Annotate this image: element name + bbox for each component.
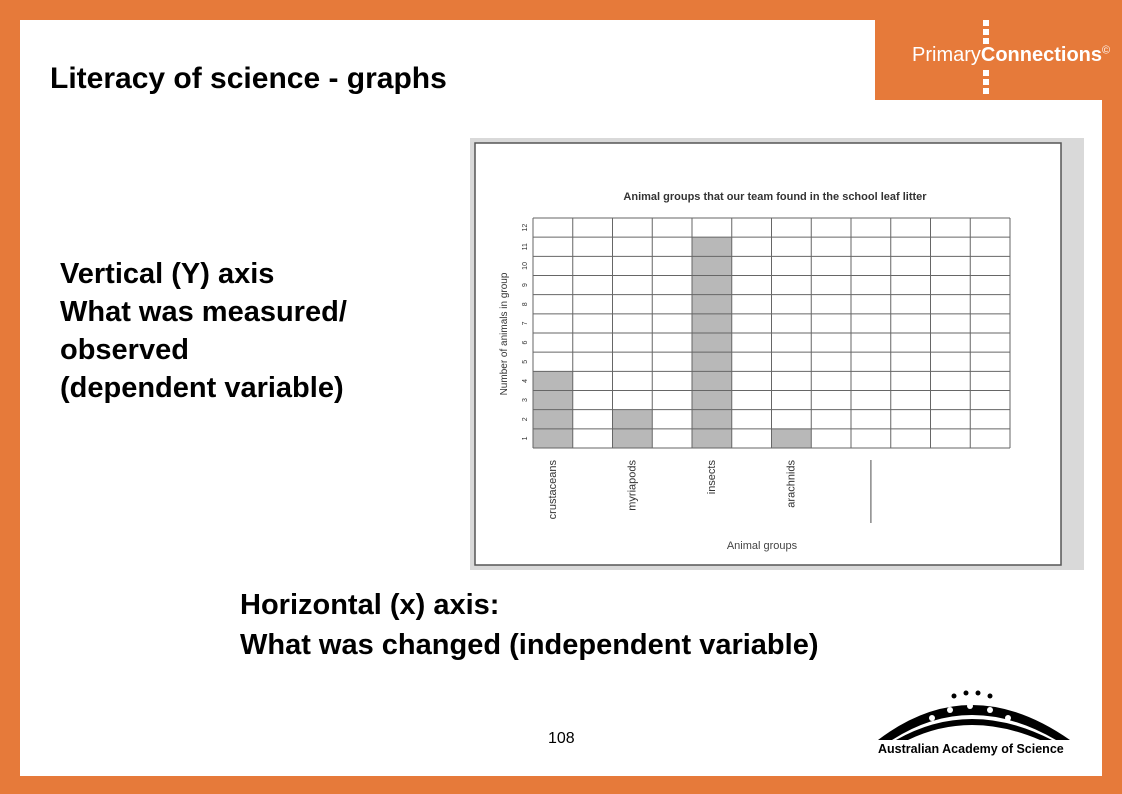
page-number: 108 [548, 730, 575, 747]
y-tick-label: 4 [521, 378, 529, 383]
y-tick-label: 7 [521, 321, 529, 326]
chart-title: Animal groups that our team found in the school leaf litter [623, 191, 927, 203]
y-tick-label: 6 [521, 340, 529, 345]
x-tick-label-myriapods: myriapods [626, 460, 639, 511]
chart-x-axis-label: Animal groups [726, 540, 798, 552]
x-axis-line-1: Horizontal (x) axis: [240, 589, 500, 621]
academy-name: Australian Academy of Science [878, 742, 1064, 756]
x-tick-label-crustaceans: crustaceans [546, 460, 559, 520]
y-tick-label: 2 [521, 417, 529, 422]
slide-title: Literacy of science - graphs [50, 62, 447, 95]
y-axis-explanation [60, 255, 347, 407]
y-tick-label: 1 [521, 436, 529, 441]
primary-connections-logo [908, 20, 1118, 100]
chart-frame [470, 138, 1084, 570]
y-tick-label: 12 [521, 223, 529, 232]
chart-y-axis-label: Number of animals in group [499, 272, 510, 396]
y-axis-line-1: Vertical (Y) axis [60, 258, 275, 290]
bar-insects [692, 237, 732, 448]
y-tick-label: 8 [521, 302, 529, 307]
y-axis-line-2: What was measured/ [60, 296, 347, 328]
x-axis-line-2: What was changed (independent variable) [240, 629, 819, 661]
y-axis-line-4: (dependent variable) [60, 372, 344, 404]
x-tick-label-arachnids: arachnids [785, 460, 798, 508]
academy-arch-icon [870, 688, 1080, 744]
academy-logo [870, 688, 1080, 768]
bar-chart [470, 138, 1084, 570]
y-tick-label: 3 [521, 398, 529, 403]
bar-arachnids [772, 429, 812, 448]
x-tick-label-insects: insects [705, 460, 718, 495]
x-axis-explanation [240, 585, 819, 665]
y-tick-label: 5 [521, 359, 529, 364]
logo-wordmark: PrimaryConnections© [912, 44, 1111, 66]
y-tick-label: 11 [521, 243, 529, 251]
y-axis-line-3: observed [60, 334, 189, 366]
y-tick-label: 9 [521, 283, 529, 288]
y-tick-label: 10 [521, 262, 529, 270]
